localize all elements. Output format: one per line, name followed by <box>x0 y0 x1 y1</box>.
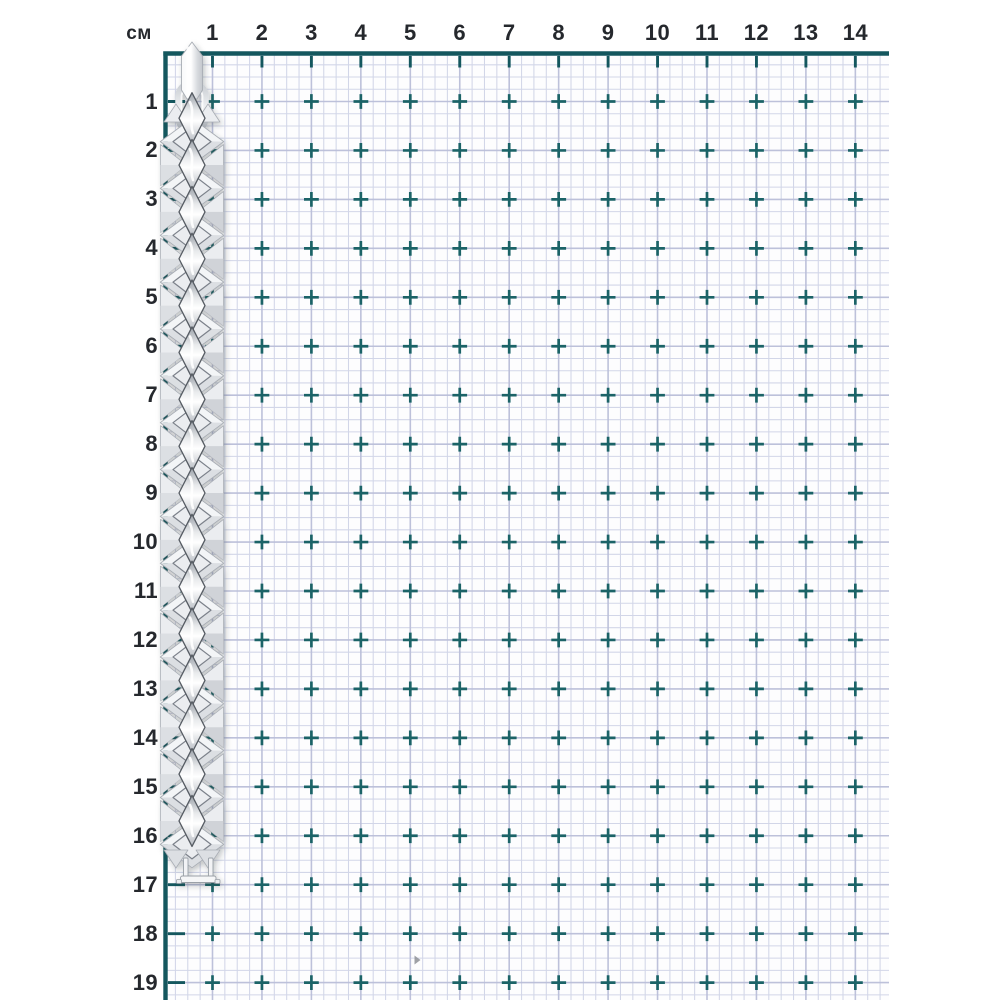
graph-paper <box>163 51 889 1000</box>
bracelet <box>160 42 224 884</box>
cm-column-label: 4 <box>354 20 368 45</box>
cm-row-label: 19 <box>132 969 158 995</box>
cm-row-label: 14 <box>132 724 158 750</box>
tongue-foot-left <box>177 880 182 884</box>
cm-row-label: 13 <box>132 675 158 701</box>
cm-column-label: 6 <box>453 20 467 45</box>
cm-row-label: 11 <box>133 578 158 603</box>
cm-column-label: 13 <box>793 20 819 45</box>
cm-row-label: 16 <box>132 822 158 848</box>
cm-row-label: 9 <box>145 480 158 506</box>
tongue-crossbar <box>181 876 217 883</box>
cm-column-label: 10 <box>644 20 671 45</box>
cm-column-label: 2 <box>255 20 269 45</box>
cm-row-label: 18 <box>132 920 158 946</box>
cm-row-label: 15 <box>132 773 158 799</box>
cm-row-label: 1 <box>145 88 158 114</box>
cm-row-label: 4 <box>145 235 158 261</box>
cm-column-label: 9 <box>601 20 615 45</box>
cm-column-label: 3 <box>305 20 318 45</box>
cm-column-label: 14 <box>842 20 868 45</box>
cm-row-label: 2 <box>145 137 158 163</box>
cm-row-label: 8 <box>145 431 158 457</box>
cm-row-label: 12 <box>132 626 158 652</box>
paper-area <box>164 52 890 1000</box>
cm-column-label: 12 <box>743 20 770 45</box>
cm-column-label: 7 <box>502 20 516 45</box>
cm-row-label: 7 <box>145 382 158 408</box>
clasp-bar <box>182 42 203 99</box>
cm-column-label: 5 <box>403 20 417 45</box>
cm-row-label: 6 <box>145 333 158 359</box>
unit-label: см <box>126 23 152 44</box>
cm-row-label: 10 <box>132 529 158 555</box>
cm-row-label: 5 <box>145 284 158 310</box>
cm-column-label: 1 <box>206 20 219 45</box>
tongue-foot-right <box>215 880 220 884</box>
cm-column-label: 11 <box>694 20 720 45</box>
cm-column-label: 8 <box>552 20 565 45</box>
cm-row-label: 3 <box>145 186 158 212</box>
cm-row-label: 17 <box>132 871 158 897</box>
